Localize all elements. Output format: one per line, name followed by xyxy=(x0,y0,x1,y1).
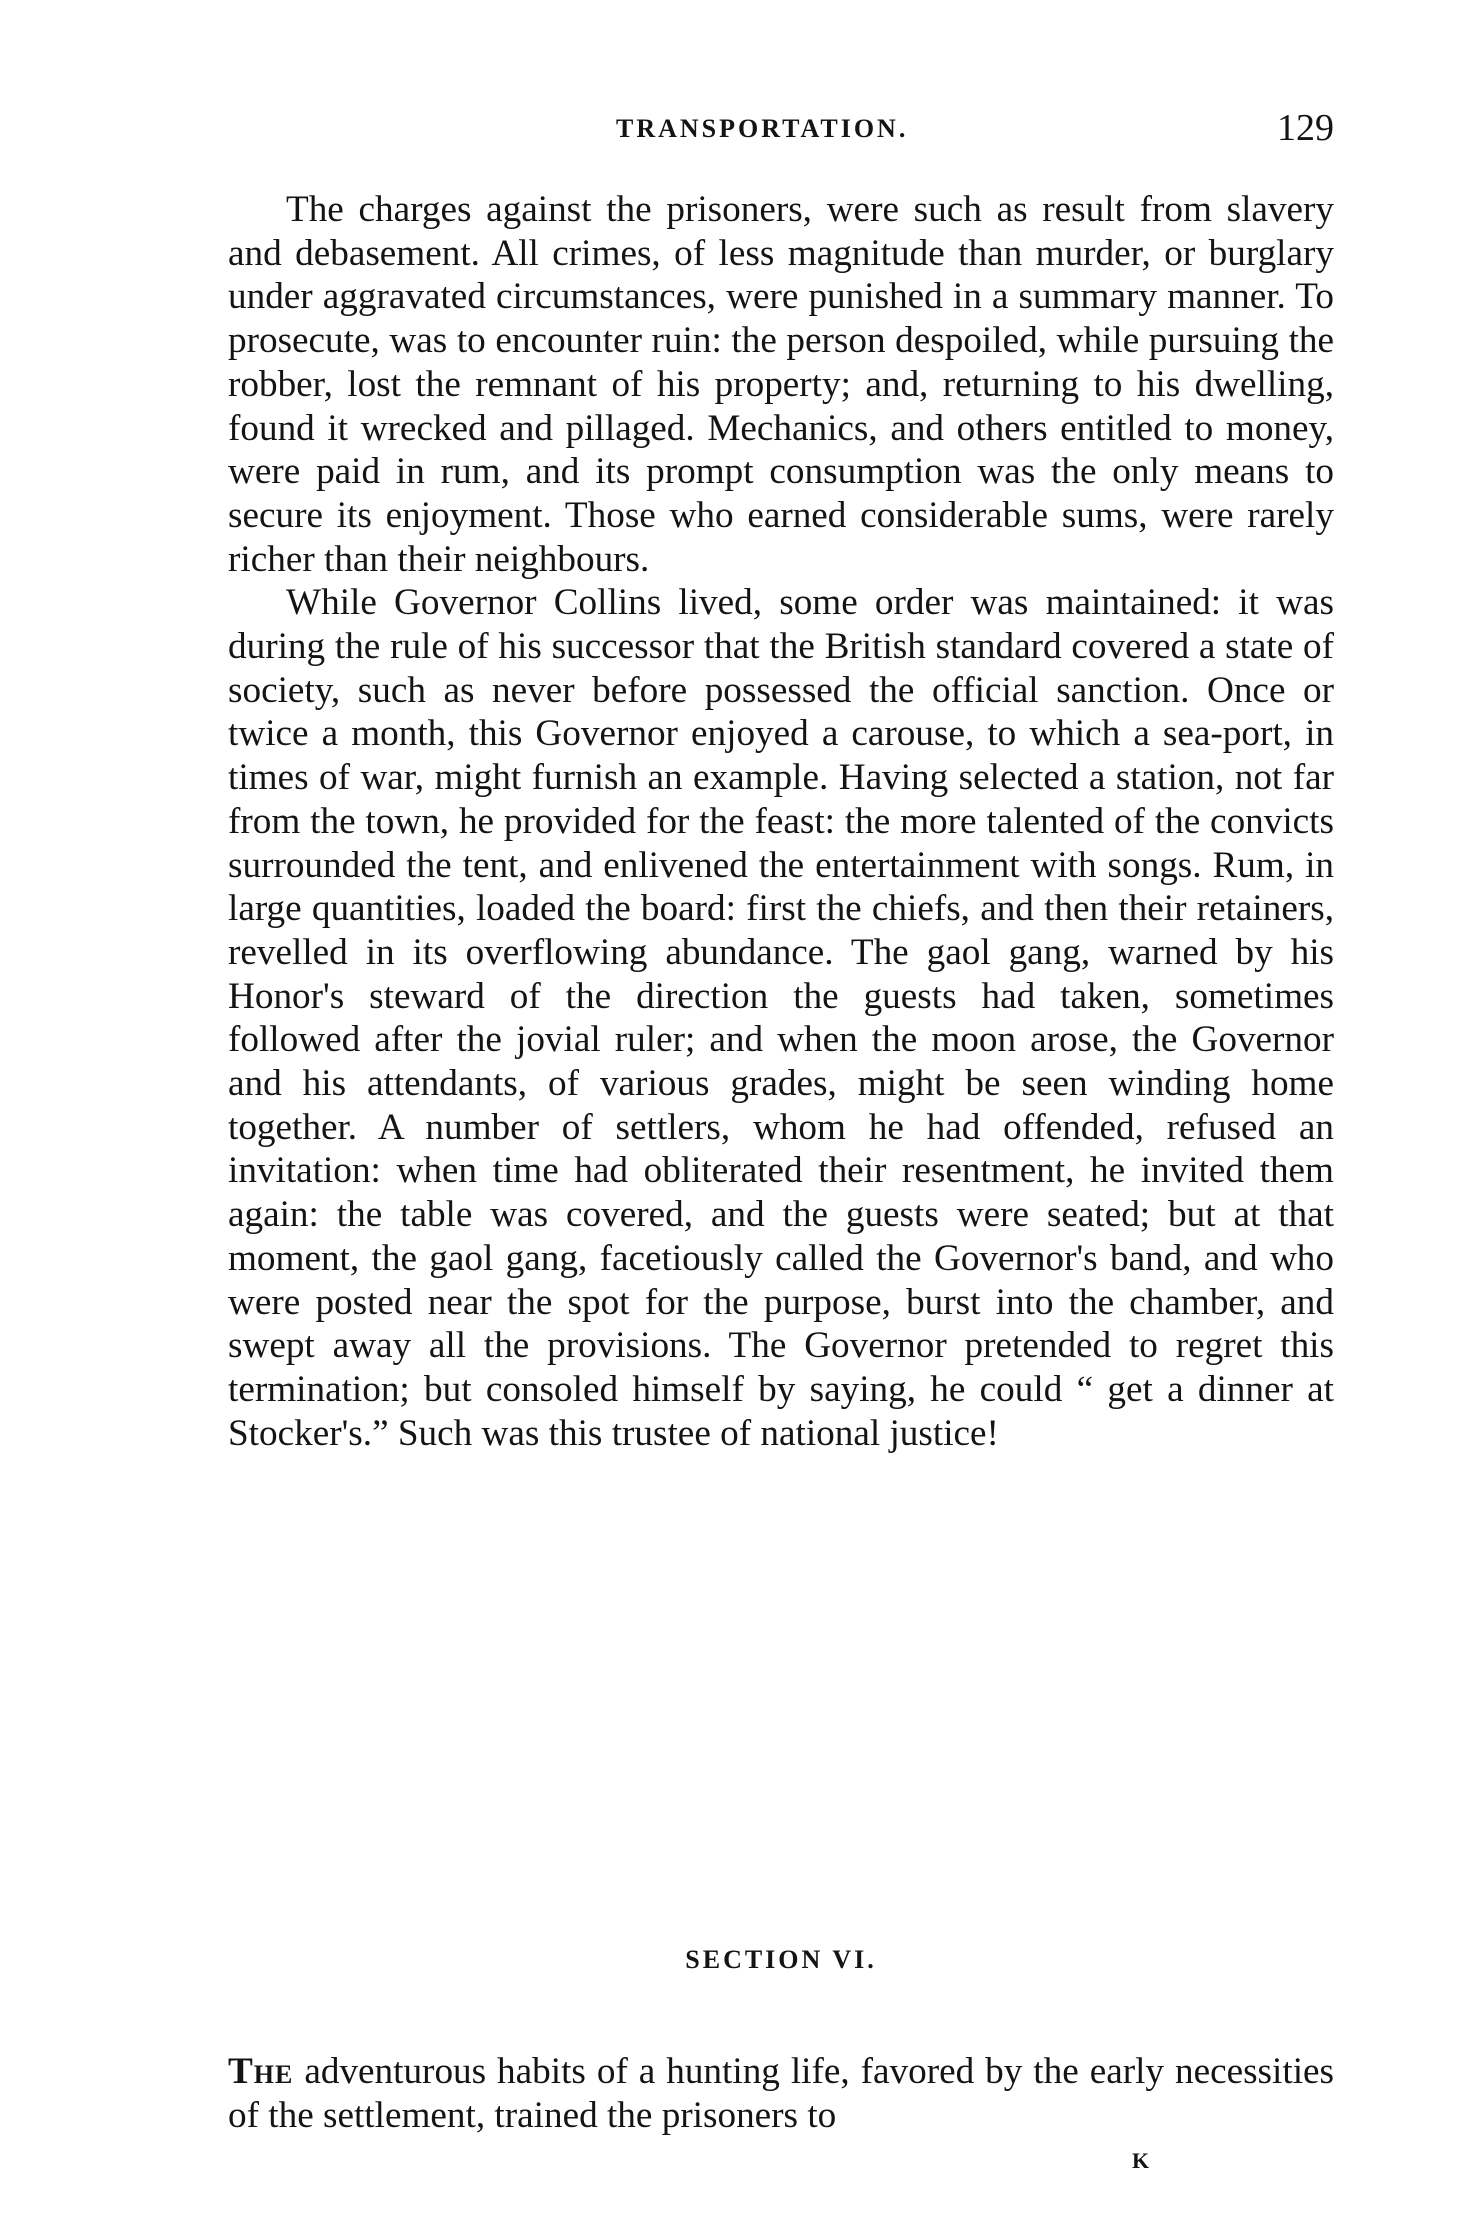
running-head xyxy=(228,106,1334,149)
body-text xyxy=(228,188,1334,1455)
section-paragraph-text: adventurous habits of a hunting life, favored by the early necessities of the settlement, trained the prisoners to xyxy=(228,2051,1334,2136)
section-paragraph xyxy=(228,2050,1334,2137)
running-title: TRANSPORTATION. xyxy=(616,114,909,143)
section-text xyxy=(228,2050,1334,2137)
section-lead-word: The xyxy=(228,2051,294,2092)
signature-mark: K xyxy=(1132,2148,1151,2173)
section-heading: SECTION VI. xyxy=(685,1945,877,1974)
page-number: 129 xyxy=(1277,107,1334,149)
paragraph-governor-collins: While Governor Collins lived, some order was maintained: it was during the rule of his successor that the British standard covered a state of society, such as never before possessed the official sanction. Once or twice a month, this Governor enjoyed a carouse, to which a sea-port, in times of war, might furnish an example. Having selected a station, not far from the town, he provided for the feast: the more talented of the convicts surrounded the tent, and enlivened the entertainment with songs. Rum, in large quantities, loaded the board: first the chiefs, and then their retainers, revelled in its overflowing abundance. The gaol gang, warned by his Honor's steward of the direction the guests had taken, sometimes followed after the jovial ruler; and when the moon arose, the Governor and his attendants, of various grades, might be seen winding home together. A number of settlers, whom he had offended, refused an invitation: when time had obliterated their resentment, he invited them again: the table was covered, and the guests were seated; but at that moment, the gaol gang, facetiously called the Governor's band, and who were posted near the spot for the purpose, burst into the chamber, and swept away all the provisions. The Governor pretended to regret this termination; but consoled himself by saying, he could “ get a dinner at Stocker's.” Such was this trustee of national justice! xyxy=(228,582,1334,1454)
book-page xyxy=(228,0,1334,2233)
paragraph-charges: The charges against the prisoners, were such as result from slavery and debasement. All crimes, of less magnitude than murder, or burglary under aggravated circumstances, were punished in a summary manner. To prosecute, was to encounter ruin: the person despoiled, while pursuing the robber, lost the remnant of his property; and, returning to his dwelling, found it wrecked and pillaged. Mechanics, and others entitled to money, were paid in rum, and its prompt consumption was the only means to secure its enjoyment. Those who earned considerable sums, were rarely richer than their neighbours. xyxy=(228,189,1334,580)
